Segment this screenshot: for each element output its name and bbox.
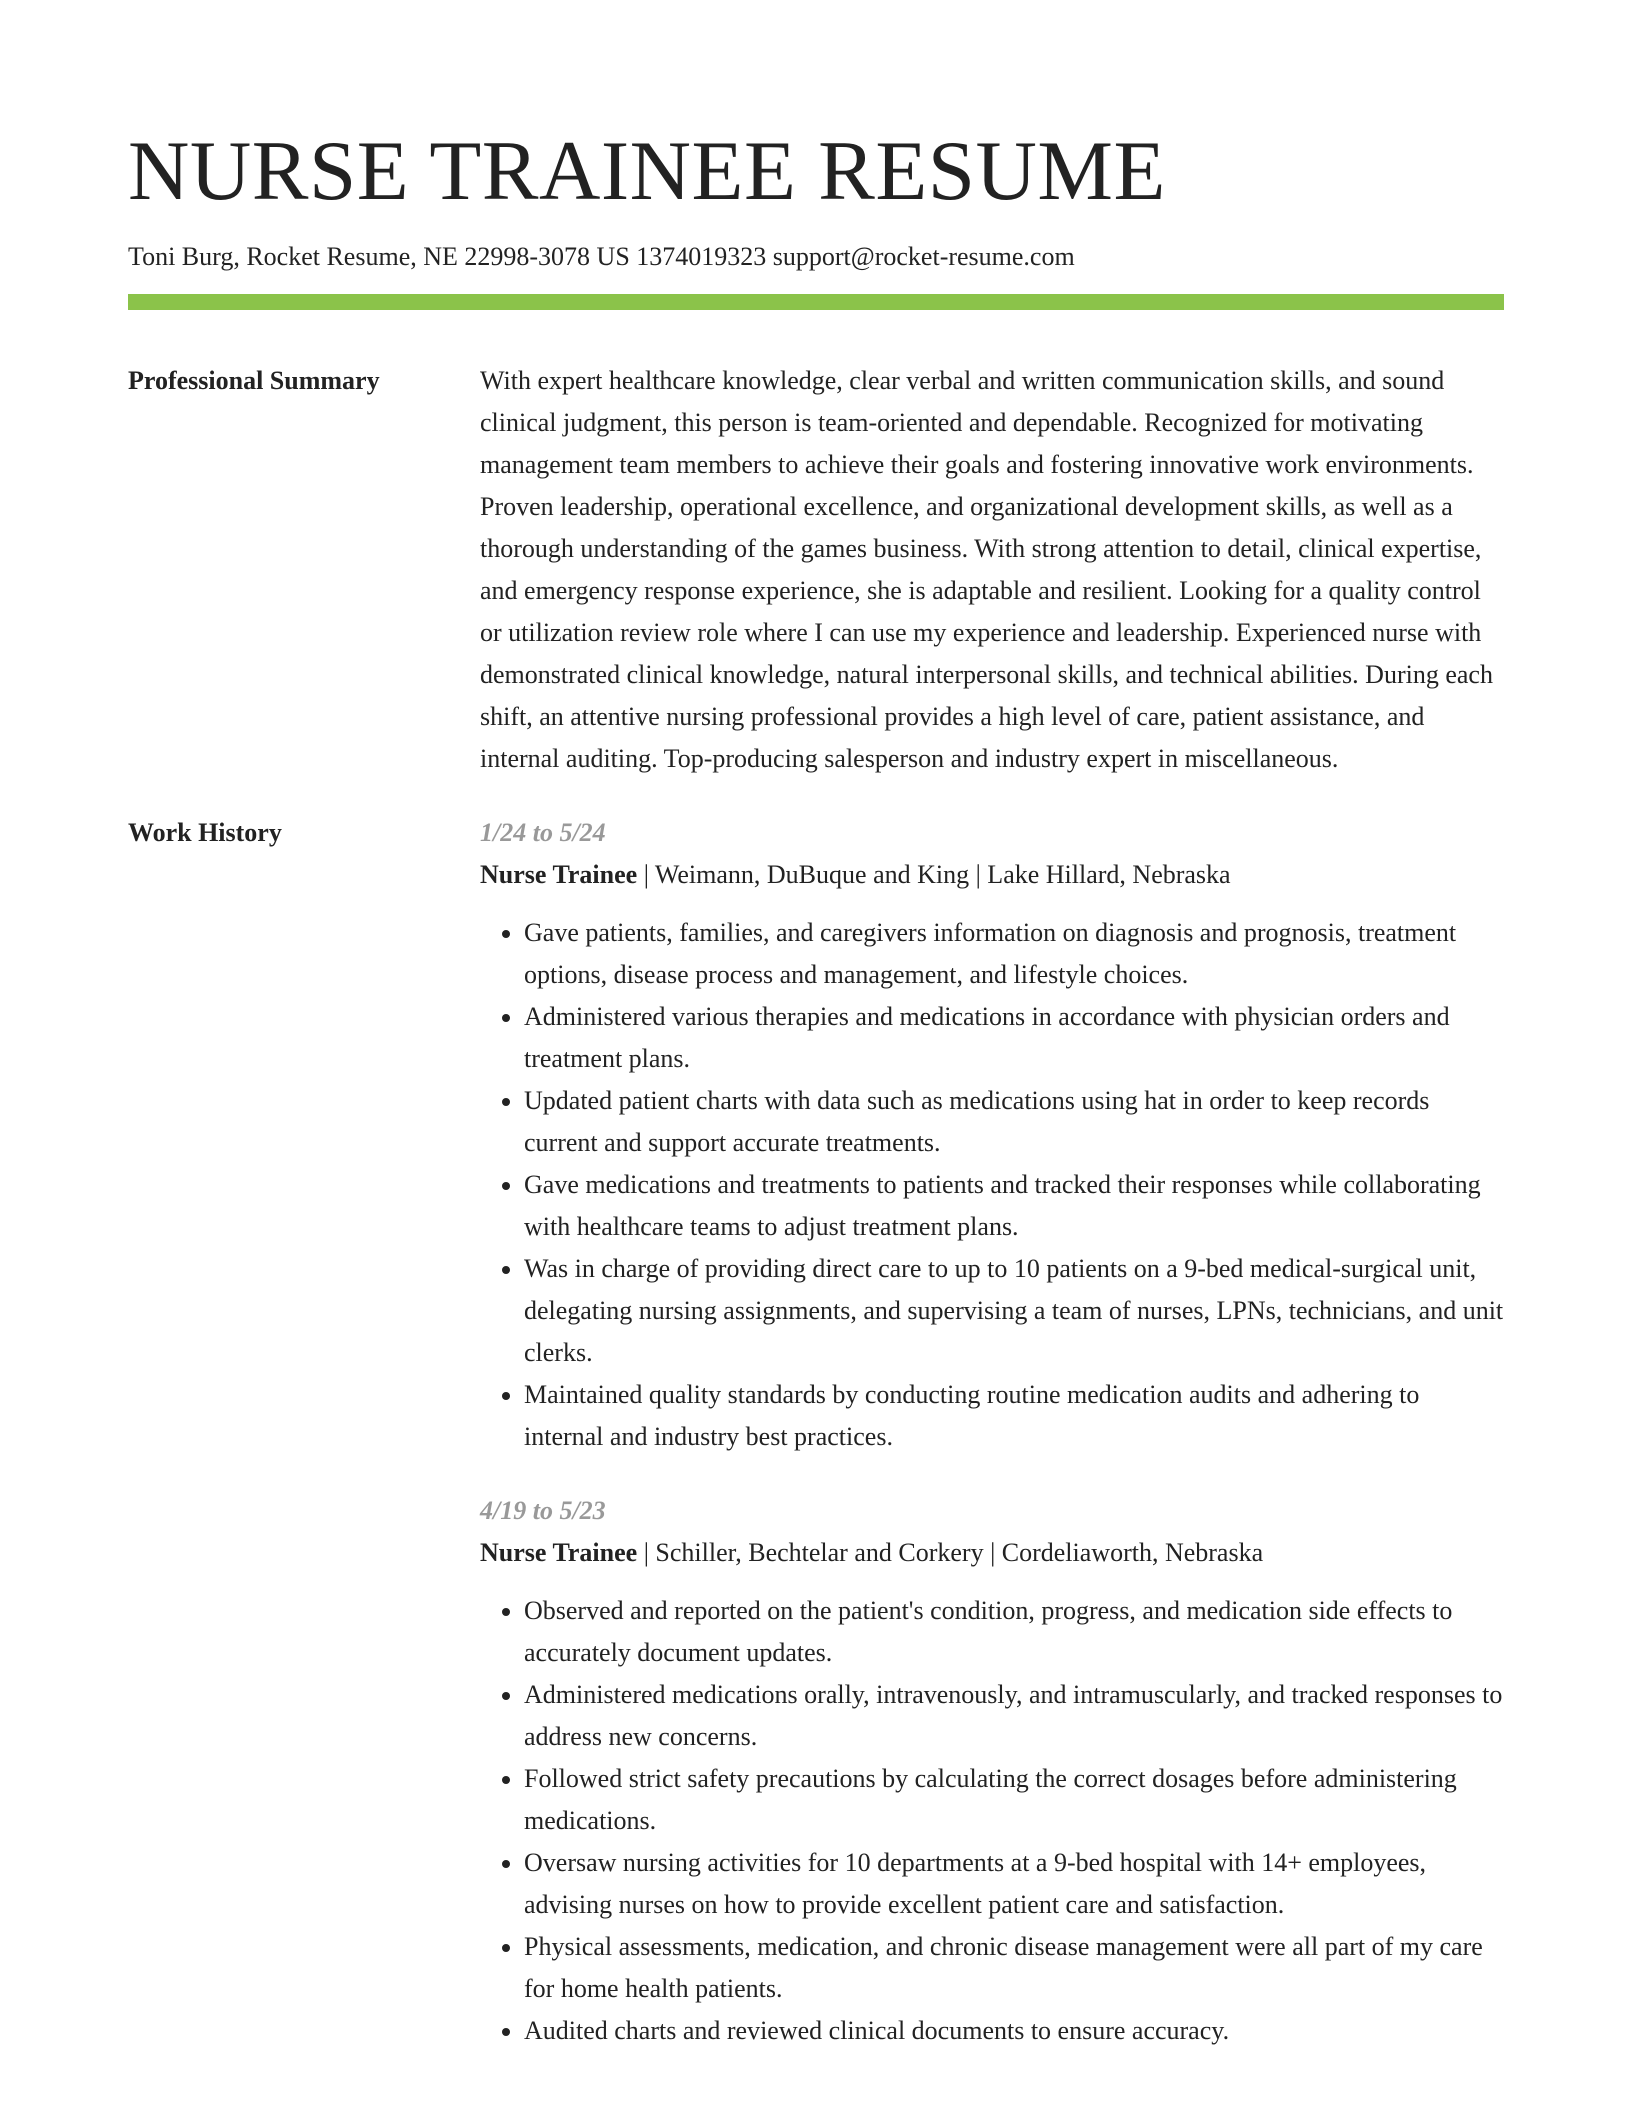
job-entry — [480, 1490, 1504, 2052]
page-title: NURSE TRAINEE RESUME — [128, 124, 1166, 218]
job-bullet-list — [480, 1590, 1504, 2052]
work-history-heading: Work History — [128, 818, 282, 847]
job-bullet: • Updated patient charts with data such as medications using hat in order to keep records current and support accurate treatments. — [524, 1080, 1504, 1164]
job-entry — [480, 812, 1504, 1458]
job-bullet: • Gave patients, families, and caregivers information on diagnosis and prognosis, treatment options, disease process and management, and lifestyle choices. — [524, 912, 1504, 996]
job-bullet: • Gave medications and treatments to patients and tracked their responses while collaborating with healthcare teams to adjust treatment plans. — [524, 1164, 1504, 1248]
job-employer-location: | Weimann, DuBuque and King | Lake Hillard, Nebraska — [637, 860, 1231, 889]
job-bullet-list — [480, 912, 1504, 1458]
summary-heading: Professional Summary — [128, 366, 380, 395]
job-bullet: • Audited charts and reviewed clinical documents to ensure accuracy. — [524, 2010, 1504, 2052]
accent-divider — [128, 294, 1504, 310]
resume-page — [128, 0, 1504, 2084]
job-title: Nurse Trainee — [480, 860, 638, 889]
summary-text: With expert healthcare knowledge, clear verbal and written communication skills, and sound clinical judgment, this person is team-oriented and dependable. Recognized for motivating management team members to achieve their goals and fostering innovative work environments. Proven leadership, operational excellence, and organizational development skills, as well as a thorough understanding of the games business. With strong attention to detail, clinical expertise, and emergency response experience, she is adaptable and resilient. Looking for a quality control or utilization review role where I can use my experience and leadership. Experienced nurse with demonstrated clinical knowledge, natural interpersonal skills, and technical abilities. During each shift, an attentive nursing professional provides a high level of care, patient assistance, and internal auditing. Top-producing salesperson and industry expert in miscellaneous. — [480, 366, 1493, 773]
job-employer-location: | Schiller, Bechtelar and Corkery | Cordeliaworth, Nebraska — [637, 1538, 1264, 1567]
work-history-section — [128, 812, 1504, 2084]
job-bullet: • Maintained quality standards by conducting routine medication audits and adhering to internal and industry best practices. — [524, 1374, 1504, 1458]
job-dates: 1/24 to 5/24 — [480, 818, 606, 847]
job-title: Nurse Trainee — [480, 1538, 638, 1567]
job-bullet: • Was in charge of providing direct care to up to 10 patients on a 9-bed medical-surgical unit, delegating nursing assignments, and supervising a team of nurses, LPNs, technicians, and unit clerks. — [524, 1248, 1504, 1374]
job-line — [480, 854, 1504, 896]
job-dates: 4/19 to 5/23 — [480, 1496, 606, 1525]
job-bullet: • Oversaw nursing activities for 10 departments at a 9-bed hospital with 14+ employees, advising nurses on how to provide excellent patient care and satisfaction. — [524, 1842, 1504, 1926]
summary-section — [128, 360, 1504, 780]
job-bullet: • Observed and reported on the patient's condition, progress, and medication side effects to accurately document updates. — [524, 1590, 1504, 1674]
summary-body — [480, 360, 1504, 780]
job-line — [480, 1532, 1504, 1574]
contact-line: Toni Burg, Rocket Resume, NE 22998-3078 US 1374019323 support@rocket-resume.com — [128, 242, 1075, 271]
job-bullet: • Physical assessments, medication, and chronic disease management were all part of my care for home health patients. — [524, 1926, 1504, 2010]
job-bullet: • Followed strict safety precautions by calculating the correct dosages before administering medications. — [524, 1758, 1504, 1842]
job-bullet: • Administered medications orally, intravenously, and intramuscularly, and tracked responses to address new concerns. — [524, 1674, 1504, 1758]
job-bullet: • Administered various therapies and medications in accordance with physician orders and treatment plans. — [524, 996, 1504, 1080]
work-history-body — [480, 812, 1504, 2084]
